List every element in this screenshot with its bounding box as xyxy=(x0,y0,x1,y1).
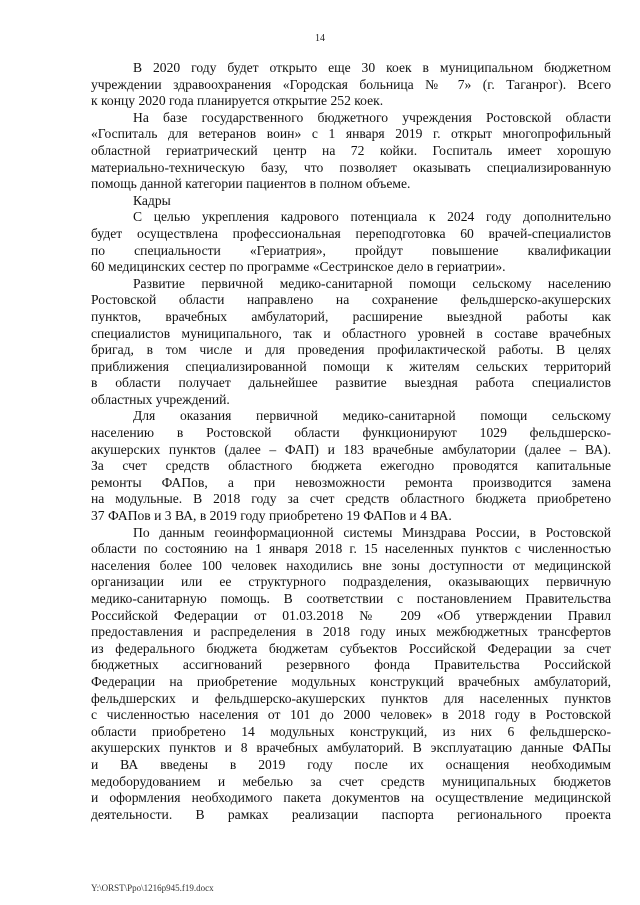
text-line: области по состоянию на 1 января 2018 г. 15 населенных пунктов с численностью xyxy=(91,541,611,557)
text-line: и ВА введены в 2019 году после их оснащения необходимым xyxy=(91,756,611,772)
text-line: на модульные. В 2018 году за счет средств областного бюджета приобретено xyxy=(91,491,611,507)
text-line: Для оказания первичной медико-санитарной помощи сельскому xyxy=(133,408,611,424)
text-line: бригад, в том числе и для проведения профилактической работы. В целях xyxy=(91,342,611,358)
text-line: ремонты ФАПов, а при невозможности ремонта производится замена xyxy=(91,474,611,490)
text-line: «Госпиталь для ветеранов воин» с 1 января 2019 г. открыт многопрофильный xyxy=(91,126,611,142)
text-line: Кадры xyxy=(133,192,171,208)
text-line: Российской Федерации от 01.03.2018 № 209 «Об утверждении Правил xyxy=(91,607,611,623)
text-line: к концу 2020 года планируется открытие 252 коек. xyxy=(91,93,384,109)
text-line: предоставления и распределения в 2018 году иных межбюджетных трансфертов xyxy=(91,624,611,640)
text-line: пунктов, врачебных амбулаторий, расширение выездной работы как xyxy=(91,308,611,324)
text-line: областных учреждений. xyxy=(91,391,230,407)
text-line: и оформления необходимого пакета документов на осуществление медицинской xyxy=(91,790,611,806)
document-body xyxy=(91,60,611,823)
text-line: области приобретено 14 модульных конструкций, из них 6 фельдшерско- xyxy=(91,723,611,739)
text-line: На базе государственного бюджетного учреждения Ростовской области xyxy=(133,109,611,125)
text-line: в области получает дальнейшее развитие выездная работа специалистов xyxy=(91,375,611,391)
text-line: Ростовской области направлено на сохранение фельдшерско-акушерских xyxy=(91,292,611,308)
text-line: Развитие первичной медико-санитарной помощи сельскому населению xyxy=(133,275,611,291)
text-line: акушерских пунктов и 8 врачебных амбулаторий. В эксплуатацию данные ФАПы xyxy=(91,740,611,756)
text-line: помощь данной категории пациентов в полном объеме. xyxy=(91,176,411,192)
text-line: с численностью населения от 101 до 2000 человек» в 2018 году в Ростовской xyxy=(91,707,611,723)
text-line: организации или ее структурного подразделения, оказывающих первичную xyxy=(91,574,611,590)
text-line: будет осуществлена профессиональная переподготовка 60 врачей-специалистов xyxy=(91,225,611,241)
text-line: С целью укрепления кадрового потенциала к 2024 году дополнительно xyxy=(133,209,611,225)
text-line: Федерации на приобретение модульных конструкций врачебных амбулаторий, xyxy=(91,673,611,689)
text-line: По данным геоинформационной системы Минздрава России, в Ростовской xyxy=(133,524,611,540)
text-line: бюджетных ассигнований резервного фонда Правительства Российской xyxy=(91,657,611,673)
text-line: специалистов муниципального, так и областного уровней в составе врачебных xyxy=(91,325,611,341)
page-number: 14 xyxy=(315,33,325,44)
text-line: 37 ФАПов и 3 ВА, в 2019 году приобретено 19 ФАПов и 4 ВА. xyxy=(91,508,452,524)
text-line: деятельности. В рамках реализации паспорта регионального проекта xyxy=(91,806,611,822)
text-line: приближения специализированной помощи к жителям сельских территорий xyxy=(91,358,611,374)
text-line: медоборудованием и мебелью за счет средств муниципальных бюджетов xyxy=(91,773,611,789)
text-line: фельдшерских и фельдшерско-акушерских пунктов для населенных пунктов xyxy=(91,690,611,706)
text-line: из федерального бюджета бюджетам субъектов Российской Федерации за счет xyxy=(91,640,611,656)
text-line: населения более 100 человек находились вне зоны доступности от медицинской xyxy=(91,557,611,573)
text-line: по специальности «Гериатрия», пройдут повышение квалификации xyxy=(91,242,611,258)
text-line: акушерских пунктов (далее – ФАП) и 183 врачебные амбулатории (далее – ВА). xyxy=(91,441,611,457)
text-line: областной гериатрический центр на 72 койки. Госпиталь имеет хорошую xyxy=(91,142,611,158)
text-line: За счет средств областного бюджета ежегодно проводятся капитальные xyxy=(91,458,611,474)
text-line: материально-техническую базу, что позволяет оказывать специализированную xyxy=(91,159,611,175)
text-line: учреждении здравоохранения «Городская больница № 7» (г. Таганрог). Всего xyxy=(91,76,611,92)
text-line: 60 медицинских сестер по программе «Сестринское дело в гериатрии». xyxy=(91,259,506,275)
text-line: населению в Ростовской области функционируют 1029 фельдшерско- xyxy=(91,425,611,441)
file-path-footer: Y:\ORST\Ppo\1216p945.f19.docx xyxy=(91,883,214,893)
text-line: медико-санитарную помощь. В соответствии с постановлением Правительства xyxy=(91,591,611,606)
text-line: В 2020 году будет открыто еще 30 коек в муниципальном бюджетном xyxy=(133,60,611,75)
